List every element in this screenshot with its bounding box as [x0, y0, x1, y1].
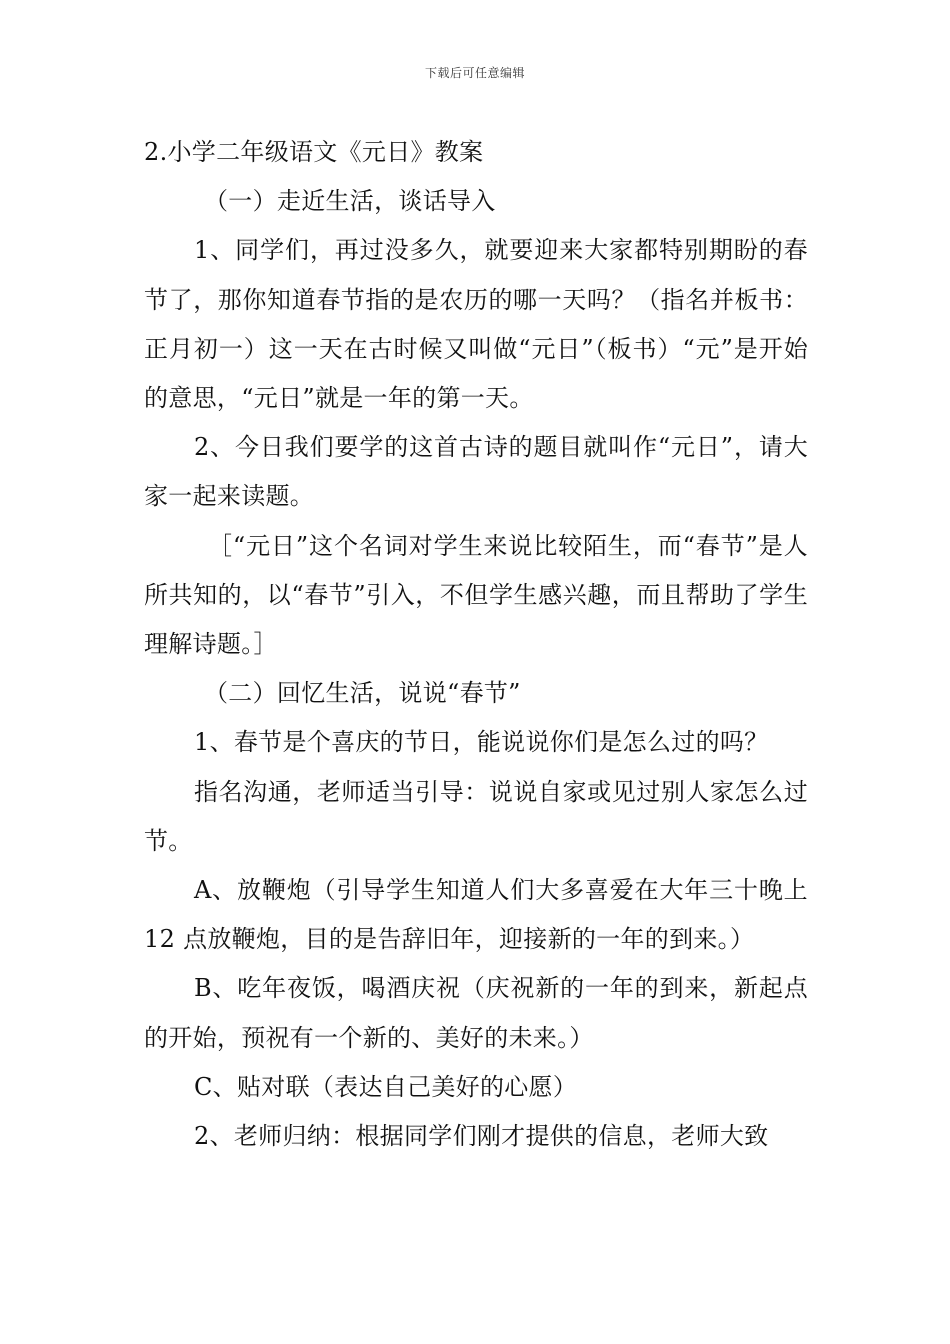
paragraph: 2、老师归纳：根据同学们刚才提供的信息，老师大致 [194, 1122, 769, 1151]
list-item-b: B、吃年夜饭，喝酒庆祝（庆祝新的一年的到来，新起点的开始，预祝有一个新的、美好的未来。） [144, 974, 808, 1052]
paragraph: 指名沟通，老师适当引导：说说自家或见过别人家怎么过节。 [144, 777, 808, 855]
list-item-a: A、放鞭炮（引导学生知道人们大多喜爱在大年三十晚上 12 点放鞭炮，目的是告辞旧年，迎接新的一年的到来。） [144, 876, 808, 954]
section-heading-2: （二）回忆生活，说说“春节” [204, 679, 521, 708]
document-title: 2.小学二年级语文《元日》教案 [144, 138, 484, 166]
page-header: 下载后可任意编辑 [424, 66, 525, 80]
paragraph: 2、今日我们要学的这首古诗的题目就叫作“元日”，请大家一起来读题。 [144, 433, 808, 511]
bracket-note: ［“元日”这个名词对学生来说比较陌生，而“春节”是人所共知的，以“春节”引入，不但学生感兴趣，而且帮助了学生理解诗题。］ [144, 531, 808, 659]
section-heading-1: （一）走近生活，谈话导入 [204, 187, 496, 216]
document-body [144, 128, 808, 1161]
list-item-c: C、贴对联（表达自己美好的心愿） [194, 1072, 578, 1101]
paragraph: 1、同学们，再过没多久，就要迎来大家都特别期盼的春节了，那你知道春节指的是农历的哪一天吗？（指名并板书：正月初一）这一天在古时候又叫做“元日”（板书）“元”是开始的意思，“元日”就是一年的第一天。 [144, 236, 808, 413]
paragraph: 1、春节是个喜庆的节日，能说说你们是怎么过的吗？ [194, 728, 769, 757]
